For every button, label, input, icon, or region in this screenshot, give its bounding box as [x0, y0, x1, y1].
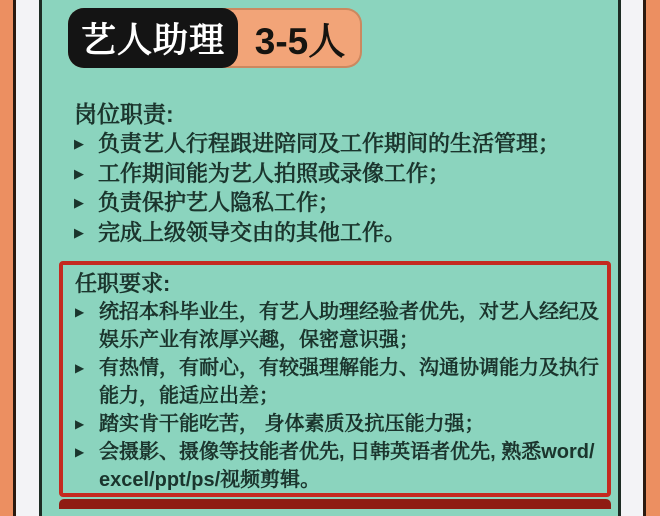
- list-item: [74, 129, 601, 159]
- job-title-badge: [68, 8, 362, 68]
- list-item: [75, 410, 599, 438]
- list-item-text: 有热情，有耐心，有较强理解能力、沟通协调能力及执行能力，能适应出差；: [99, 357, 599, 407]
- list-item: [74, 159, 601, 189]
- list-item-text: 负责保护艺人隐私工作；: [98, 190, 341, 215]
- bullet-arrow-icon: ▶: [75, 417, 85, 431]
- responsibilities-section: [74, 99, 601, 247]
- bullet-arrow-icon: ▶: [74, 224, 84, 240]
- list-item-text: 完成上级领导交由的其他工作。: [98, 219, 407, 245]
- job-title: 艺人助理: [68, 8, 238, 68]
- list-item: [74, 188, 601, 218]
- list-item-text: 统招本科毕业生，有艺人助理经验者优先，对艺人经纪及娱乐产业有浓厚兴趣，保密意识强；: [99, 301, 599, 351]
- bullet-arrow-icon: ▶: [75, 445, 85, 459]
- bullet-arrow-icon: ▶: [74, 165, 84, 181]
- bullet-arrow-icon: ▶: [74, 136, 84, 151]
- list-item: [74, 218, 601, 248]
- bullet-arrow-icon: ▶: [75, 305, 85, 319]
- list-item: [75, 438, 599, 494]
- list-item-text: 会摄影、摄像等技能者优先, 日韩英语者优先, 熟悉word/excel/ppt/ps/视频剪辑。: [99, 441, 595, 491]
- requirements-heading: 任职要求:: [75, 271, 171, 296]
- requirements-section: [59, 261, 611, 497]
- list-item: [75, 298, 599, 354]
- headcount-value: 3-5人: [254, 21, 346, 62]
- list-item: [75, 354, 599, 410]
- list-item-text: 工作期间能为艺人拍照或录像工作；: [98, 160, 451, 186]
- next-section-edge: [59, 499, 611, 509]
- bullet-arrow-icon: ▶: [74, 195, 84, 210]
- list-item-text: 踏实肯干能吃苦， 身体素质及抗压能力强；: [99, 413, 485, 435]
- responsibilities-heading: 岗位职责:: [74, 101, 174, 127]
- bullet-arrow-icon: ▶: [75, 361, 85, 375]
- list-item-text: 负责艺人行程跟进陪同及工作期间的生活管理；: [98, 131, 561, 156]
